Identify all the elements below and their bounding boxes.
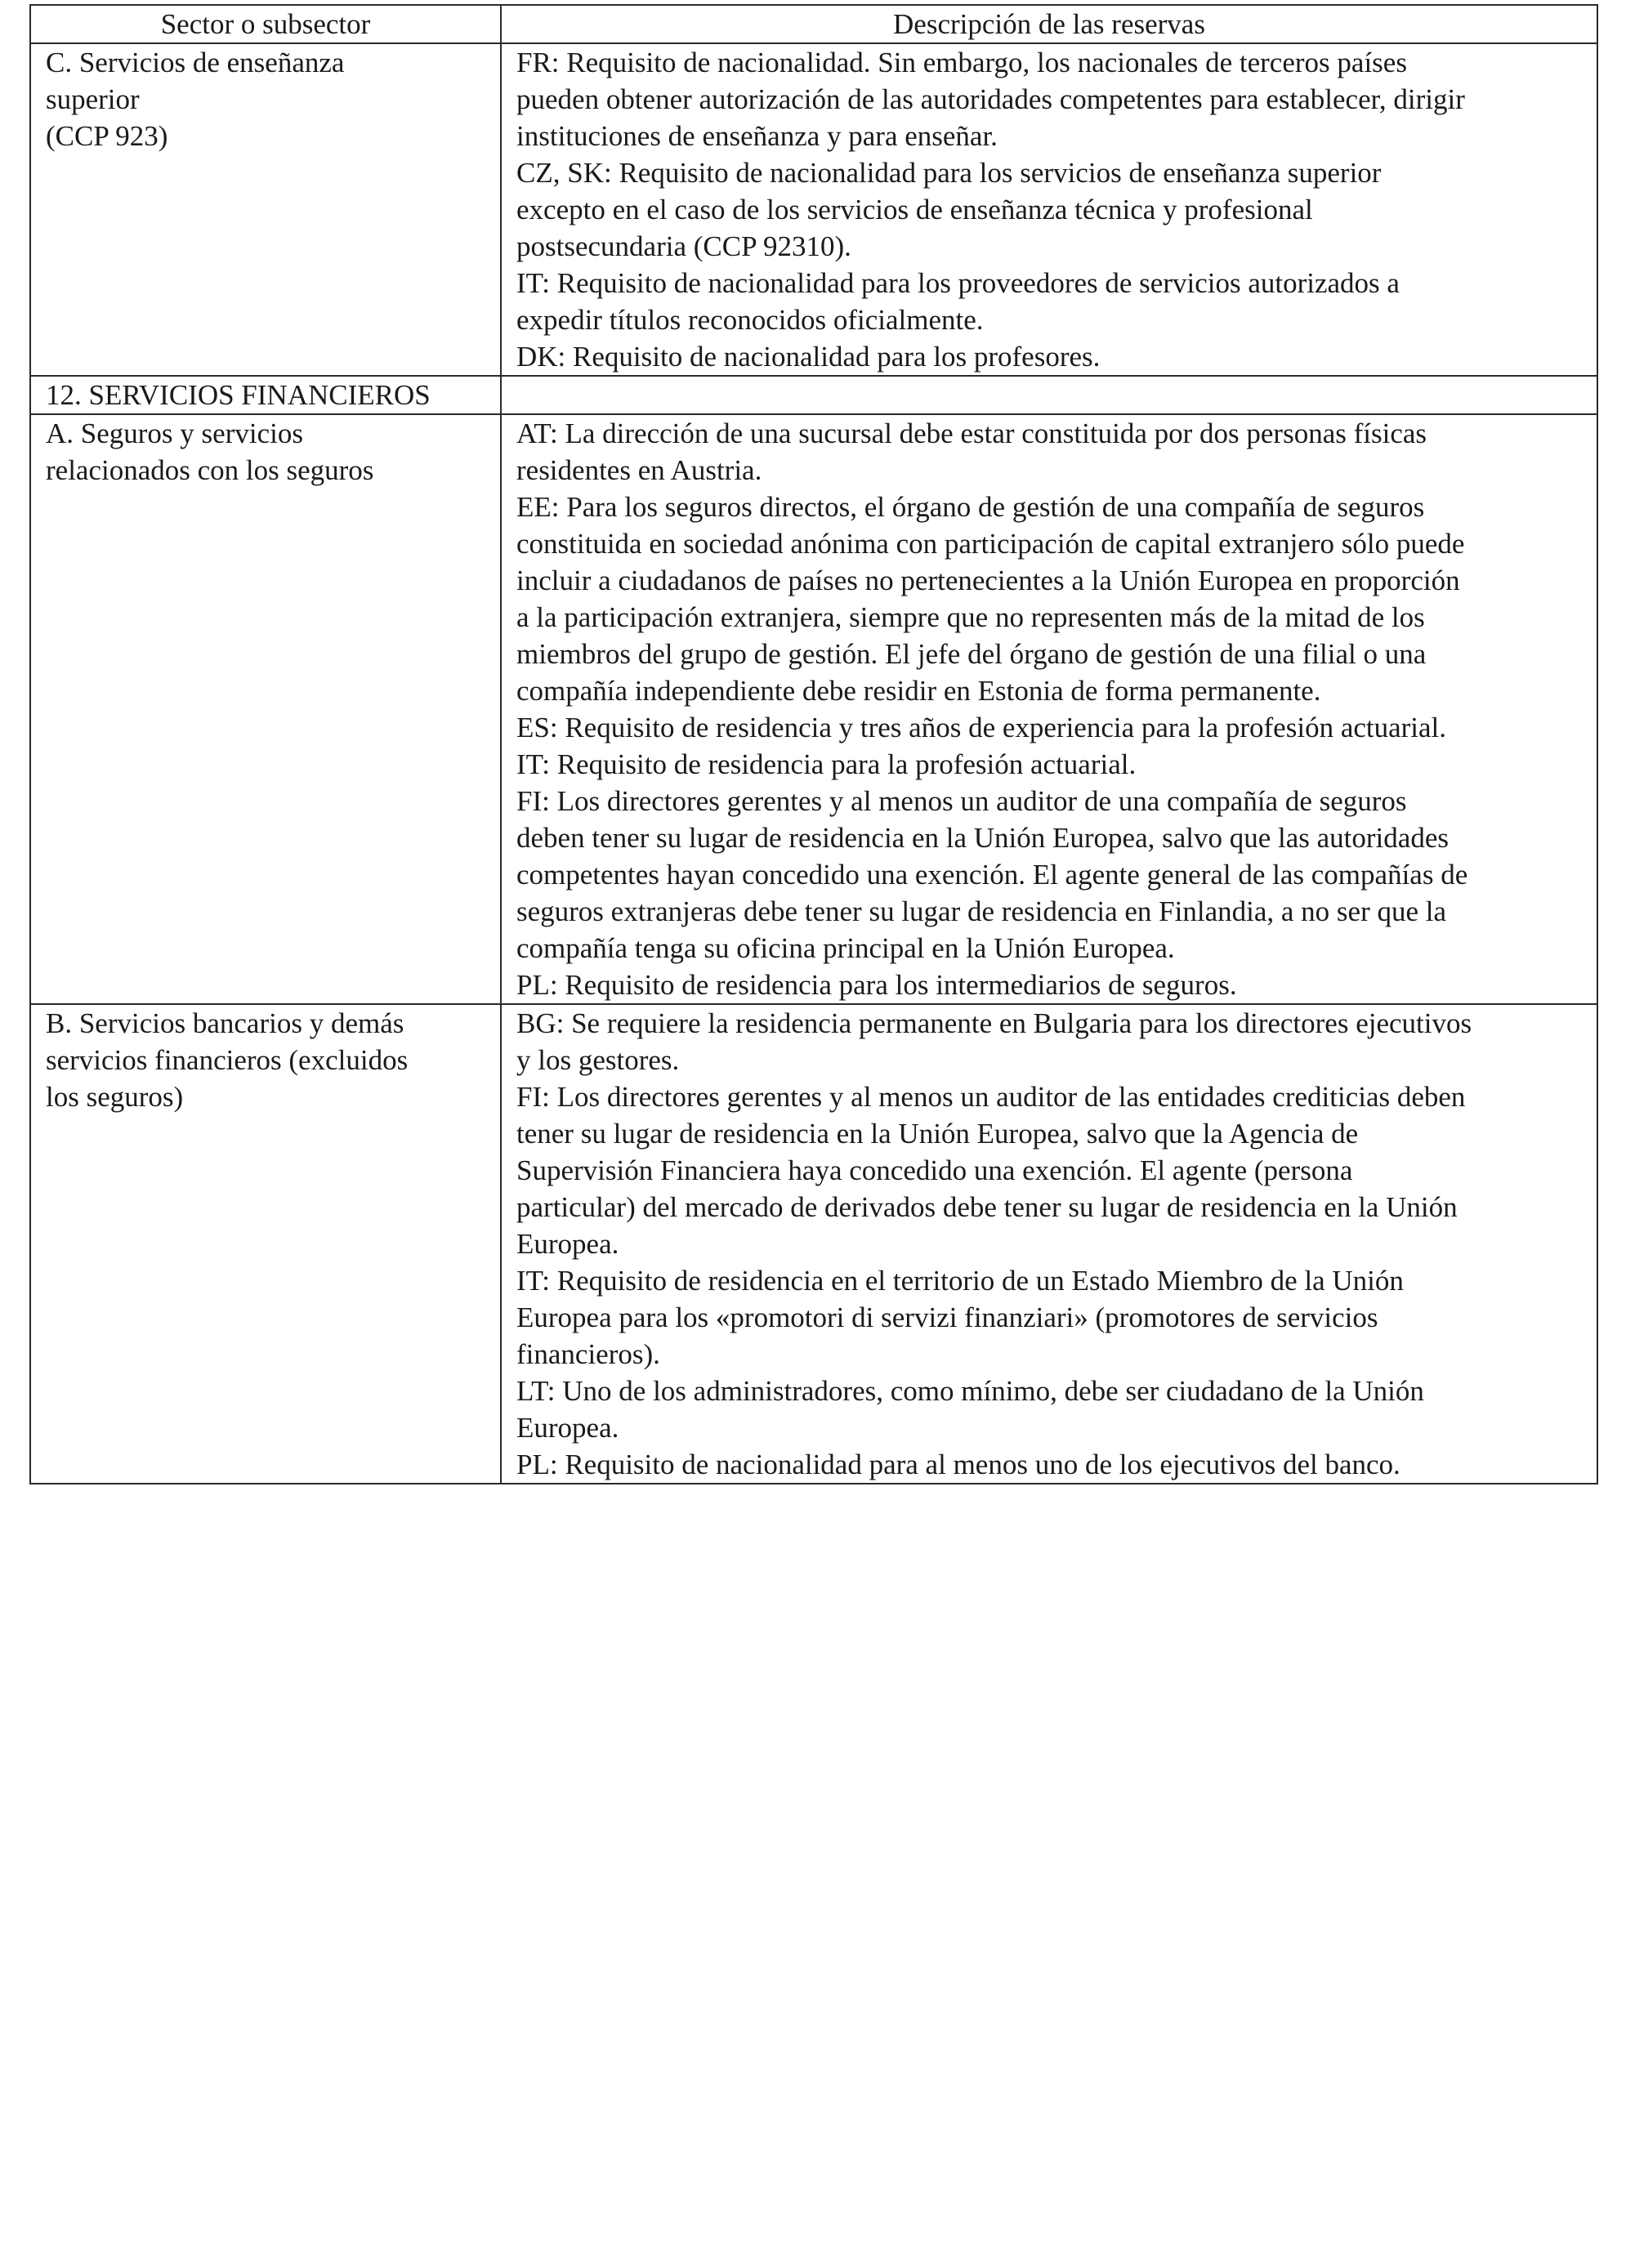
description-line: miembros del grupo de gestión. El jefe del órgano de gestión de una filial o una — [516, 638, 1427, 670]
description-line: excepto en el caso de los servicios de enseñanza técnica y profesional — [516, 194, 1313, 225]
description-line: instituciones de enseñanza y para enseñar. — [516, 120, 998, 152]
description-line: tener su lugar de residencia en la Unión Europea, salvo que la Agencia de — [516, 1118, 1359, 1150]
document-page — [29, 4, 1597, 1484]
description-line: IT: Requisito de residencia en el territorio de un Estado Miembro de la Unión — [516, 1265, 1404, 1297]
description-line: incluir a ciudadanos de países no pertenecientes a la Unión Europea en proporción — [516, 565, 1460, 596]
description-line: IT: Requisito de residencia para la profesión actuarial. — [516, 748, 1137, 780]
description-line: Europea para los «promotori di servizi finanziari» (promotores de servicios — [516, 1301, 1378, 1333]
description-line: deben tener su lugar de residencia en la Unión Europea, salvo que las autoridades — [516, 822, 1449, 854]
section-title-cell: 12. SERVICIOS FINANCIEROS — [30, 376, 501, 414]
description-line: pueden obtener autorización de las autoridades competentes para establecer, dirigir — [516, 83, 1465, 115]
sector-line: B. Servicios bancarios y demás — [46, 1007, 404, 1039]
description-line: BG: Se requiere la residencia permanente en Bulgaria para los directores ejecutivos — [516, 1007, 1472, 1039]
description-line: FR: Requisito de nacionalidad. Sin embargo, los nacionales de terceros países — [516, 47, 1407, 78]
table-row — [30, 1004, 1597, 1484]
column-header-description: Descripción de las reservas — [501, 5, 1597, 43]
table-row — [30, 414, 1597, 1004]
column-header-sector: Sector o subsector — [30, 5, 501, 43]
description-line: LT: Uno de los administradores, como mínimo, debe ser ciudadano de la Unión — [516, 1375, 1424, 1407]
sector-line: (CCP 923) — [46, 120, 168, 152]
description-line: PL: Requisito de residencia para los intermediarios de seguros. — [516, 969, 1237, 1001]
reservations-table — [29, 4, 1598, 1484]
description-line: AT: La dirección de una sucursal debe estar constituida por dos personas físicas — [516, 417, 1427, 449]
sector-line: C. Servicios de enseñanza — [46, 47, 345, 78]
section-title-row — [30, 376, 1597, 414]
sector-cell — [30, 414, 501, 1004]
description-line: seguros extranjeras debe tener su lugar de residencia en Finlandia, a no ser que la — [516, 895, 1447, 927]
description-cell — [501, 414, 1597, 1004]
description-line: FI: Los directores gerentes y al menos un auditor de las entidades crediticias deben — [516, 1081, 1466, 1113]
description-line: residentes en Austria. — [516, 454, 762, 486]
description-line: CZ, SK: Requisito de nacionalidad para los servicios de enseñanza superior — [516, 157, 1382, 189]
description-line: FI: Los directores gerentes y al menos un auditor de una compañía de seguros — [516, 785, 1407, 817]
description-cell — [501, 1004, 1597, 1484]
sector-line: servicios financieros (excluidos — [46, 1044, 409, 1076]
description-line: compañía independiente debe residir en Estonia de forma permanente. — [516, 675, 1321, 707]
description-line: particular) del mercado de derivados debe tener su lugar de residencia en la Unión — [516, 1191, 1458, 1223]
description-line: PL: Requisito de nacionalidad para al menos uno de los ejecutivos del banco. — [516, 1449, 1400, 1480]
empty-cell — [501, 376, 1597, 414]
description-line: Europea. — [516, 1228, 619, 1260]
description-cell — [501, 43, 1597, 376]
description-line: y los gestores. — [516, 1044, 680, 1076]
table-row — [30, 43, 1597, 376]
sector-line: los seguros) — [46, 1081, 184, 1113]
description-line: EE: Para los seguros directos, el órgano de gestión de una compañía de seguros — [516, 491, 1425, 523]
sector-cell — [30, 43, 501, 376]
description-line: competentes hayan concedido una exención. El agente general de las compañías de — [516, 859, 1468, 891]
sector-line: A. Seguros y servicios — [46, 417, 303, 449]
description-line: compañía tenga su oficina principal en la Unión Europea. — [516, 932, 1175, 964]
description-line: postsecundaria (CCP 92310). — [516, 230, 851, 262]
description-line: a la participación extranjera, siempre que no representen más de la mitad de los — [516, 601, 1425, 633]
description-line: IT: Requisito de nacionalidad para los proveedores de servicios autorizados a — [516, 267, 1400, 299]
description-line: financieros). — [516, 1338, 660, 1370]
description-line: expedir títulos reconocidos oficialmente. — [516, 304, 984, 336]
description-line: constituida en sociedad anónima con participación de capital extranjero sólo puede — [516, 528, 1465, 560]
sector-line: superior — [46, 83, 140, 115]
description-line: ES: Requisito de residencia y tres años de experiencia para la profesión actuarial. — [516, 712, 1447, 743]
sector-cell — [30, 1004, 501, 1484]
description-line: Supervisión Financiera haya concedido una exención. El agente (persona — [516, 1154, 1353, 1186]
table-header-row — [30, 5, 1597, 43]
description-line: Europea. — [516, 1412, 619, 1444]
sector-line: relacionados con los seguros — [46, 454, 374, 486]
description-line: DK: Requisito de nacionalidad para los profesores. — [516, 341, 1101, 373]
